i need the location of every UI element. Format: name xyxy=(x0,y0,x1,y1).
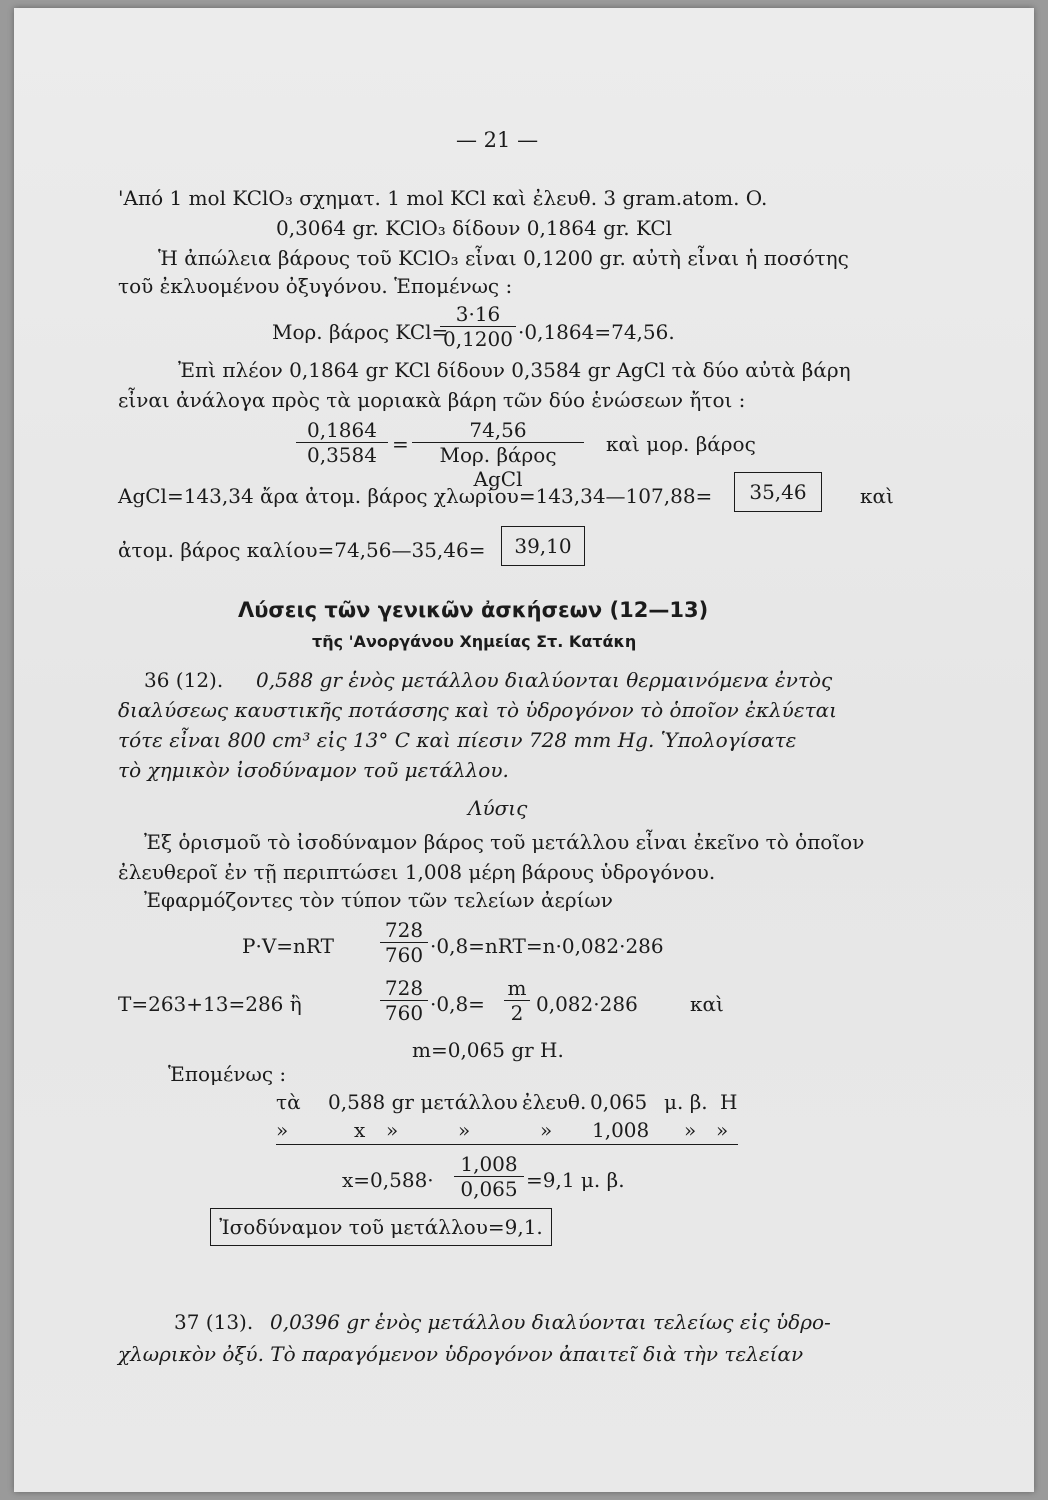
text-line: εἶναι ἀνάλογα πρὸς τὰ μοριακὰ βάρη τῶν δύο ἑνώσεων ἤτοι : xyxy=(118,388,746,412)
equation-rhs: =9,1 μ. β. xyxy=(526,1168,625,1192)
proportion-cell: » xyxy=(386,1118,399,1142)
fraction xyxy=(504,976,530,1025)
text-line: ἐλευθεροῖ ἐν τῇ περιπτώσει 1,008 μέρη βάρους ὑδρογόνου. xyxy=(118,860,716,884)
equals-sign: = xyxy=(392,432,409,456)
boxed-result: 35,46 xyxy=(734,472,822,512)
text-line: διαλύσεως καυστικῆς ποτάσσης καὶ τὸ ὑδρογόνον τὸ ὁποῖον ἐκλύεται xyxy=(118,698,837,722)
fraction xyxy=(440,302,516,351)
numerator: 74,56 xyxy=(412,418,584,443)
proportion-cell: μ. β. xyxy=(664,1090,708,1114)
proportion-cell: 0,588 gr μετάλλου xyxy=(328,1090,518,1114)
fraction xyxy=(454,1152,524,1201)
denominator: 0,065 xyxy=(460,1177,518,1201)
denominator: 2 xyxy=(510,1001,524,1025)
denominator: 760 xyxy=(384,1001,424,1025)
proportion-cell: ἐλευθ. xyxy=(522,1090,587,1114)
result-box: Ἰσοδύναμον τοῦ μετάλλου=9,1. xyxy=(210,1208,552,1246)
text-line: 0,3064 gr. KClO₃ δίδουν 0,1864 gr. KCl xyxy=(276,216,673,240)
text-line: 0,588 gr ἑνὸς μετάλλου διαλύονται θερμαινόμενα ἐντὸς xyxy=(256,668,833,692)
denominator: Μορ. βάρος AgCl xyxy=(439,443,557,491)
text-line: καὶ xyxy=(860,484,894,508)
denominator: 760 xyxy=(384,943,424,967)
proportion-cell: » xyxy=(684,1118,697,1142)
solution-title: Λύσις xyxy=(468,796,528,820)
numerator: m xyxy=(504,976,530,1001)
text-line: Ἡ ἀπώλεια βάρους τοῦ KClO₃ εἶναι 0,1200 gr. αὐτὴ εἶναι ἡ ποσότης xyxy=(158,246,849,270)
numerator: 1,008 xyxy=(454,1152,524,1177)
text-line: τὸ χημικὸν ἰσοδύναμον τοῦ μετάλλου. xyxy=(118,758,509,782)
fraction xyxy=(412,418,584,491)
text-line: Ἐξ ὁρισμοῦ τὸ ἰσοδύναμον βάρος τοῦ μετάλλου εἶναι ἐκεῖνο τὸ ὁποῖον xyxy=(144,830,865,854)
proportion-cell: x xyxy=(354,1118,366,1142)
text-line: χλωρικὸν ὀξύ. Τὸ παραγόμενον ὑδρογόνον ἀπαιτεῖ διὰ τὴν τελείαν xyxy=(118,1342,804,1366)
proportion-cell: 1,008 xyxy=(592,1118,650,1142)
numerator: 0,1864 xyxy=(296,418,388,443)
section-title: Λύσεις τῶν γενικῶν ἀσκήσεων (12—13) xyxy=(238,598,709,622)
text-line: Ἐφαρμόζοντες τὸν τύπον τῶν τελείων ἀερίων xyxy=(144,888,613,912)
equation-lhs: Μορ. βάρος KCl= xyxy=(272,320,449,344)
page-number: — 21 — xyxy=(456,128,539,152)
text-line: 'Από 1 mol KClO₃ σχηματ. 1 mol KCl καὶ ἐλευθ. 3 gram.atom. O. xyxy=(118,186,768,210)
proportion-cell: » xyxy=(540,1118,553,1142)
equation: m=0,065 gr H. xyxy=(412,1038,564,1062)
equation-lhs: x=0,588· xyxy=(342,1168,434,1192)
denominator: 0,1200 xyxy=(443,327,513,351)
proportion-underline xyxy=(276,1144,738,1145)
fraction xyxy=(380,976,428,1025)
text-line: τοῦ ἐκλυομένου ὀξυγόνου. Ἑπομένως : xyxy=(118,274,513,298)
equation-rhs: ·0,1864=74,56. xyxy=(518,320,675,344)
proportion-cell: H xyxy=(720,1090,738,1114)
text-line: Ἑπομένως : xyxy=(168,1062,287,1086)
proportion-cell: » xyxy=(276,1118,289,1142)
equation-lhs: P·V=nRT xyxy=(242,934,334,958)
numerator: 3·16 xyxy=(440,302,516,327)
fraction xyxy=(380,918,428,967)
exercise-number: 36 (12). xyxy=(144,668,224,692)
text-line: καὶ μορ. βάρος xyxy=(606,432,756,456)
proportion-cell: » xyxy=(458,1118,471,1142)
boxed-result: 39,10 xyxy=(501,526,585,566)
fraction xyxy=(296,418,388,467)
proportion-cell: » xyxy=(716,1118,729,1142)
numerator: 728 xyxy=(380,976,428,1001)
text-line: καὶ xyxy=(690,992,724,1016)
text-line: AgCl=143,34 ἄρα ἀτομ. βάρος χλωρίου=143,34—107,88= xyxy=(118,484,713,508)
text-line: ἀτομ. βάρος καλίου=74,56—35,46= xyxy=(118,538,486,562)
equation-lhs: T=263+13=286 ἢ xyxy=(118,992,302,1016)
text-line: 0,0396 gr ἑνὸς μετάλλου διαλύονται τελείως εἰς ὑδρο- xyxy=(270,1310,831,1334)
proportion-cell: τὰ xyxy=(276,1090,301,1114)
denominator: 0,3584 xyxy=(307,443,377,467)
exercise-number: 37 (13). xyxy=(174,1310,254,1334)
section-subtitle: τῆς 'Ανοργάνου Χημείας Στ. Κατάκη xyxy=(312,632,637,651)
proportion-cell: 0,065 xyxy=(590,1090,648,1114)
book-page xyxy=(14,8,1034,1492)
text-line: Ἐπὶ πλέον 0,1864 gr KCl δίδουν 0,3584 gr AgCl τὰ δύο αὐτὰ βάρη xyxy=(178,358,851,382)
equation-mid: ·0,8= xyxy=(430,992,485,1016)
text-line: τότε εἶναι 800 cm³ εἰς 13° C καὶ πίεσιν 728 mm Hg. Ὑπολογίσατε xyxy=(118,728,797,752)
numerator: 728 xyxy=(380,918,428,943)
equation-rhs: 0,082·286 xyxy=(536,992,638,1016)
equation-rhs: ·0,8=nRT=n·0,082·286 xyxy=(430,934,664,958)
